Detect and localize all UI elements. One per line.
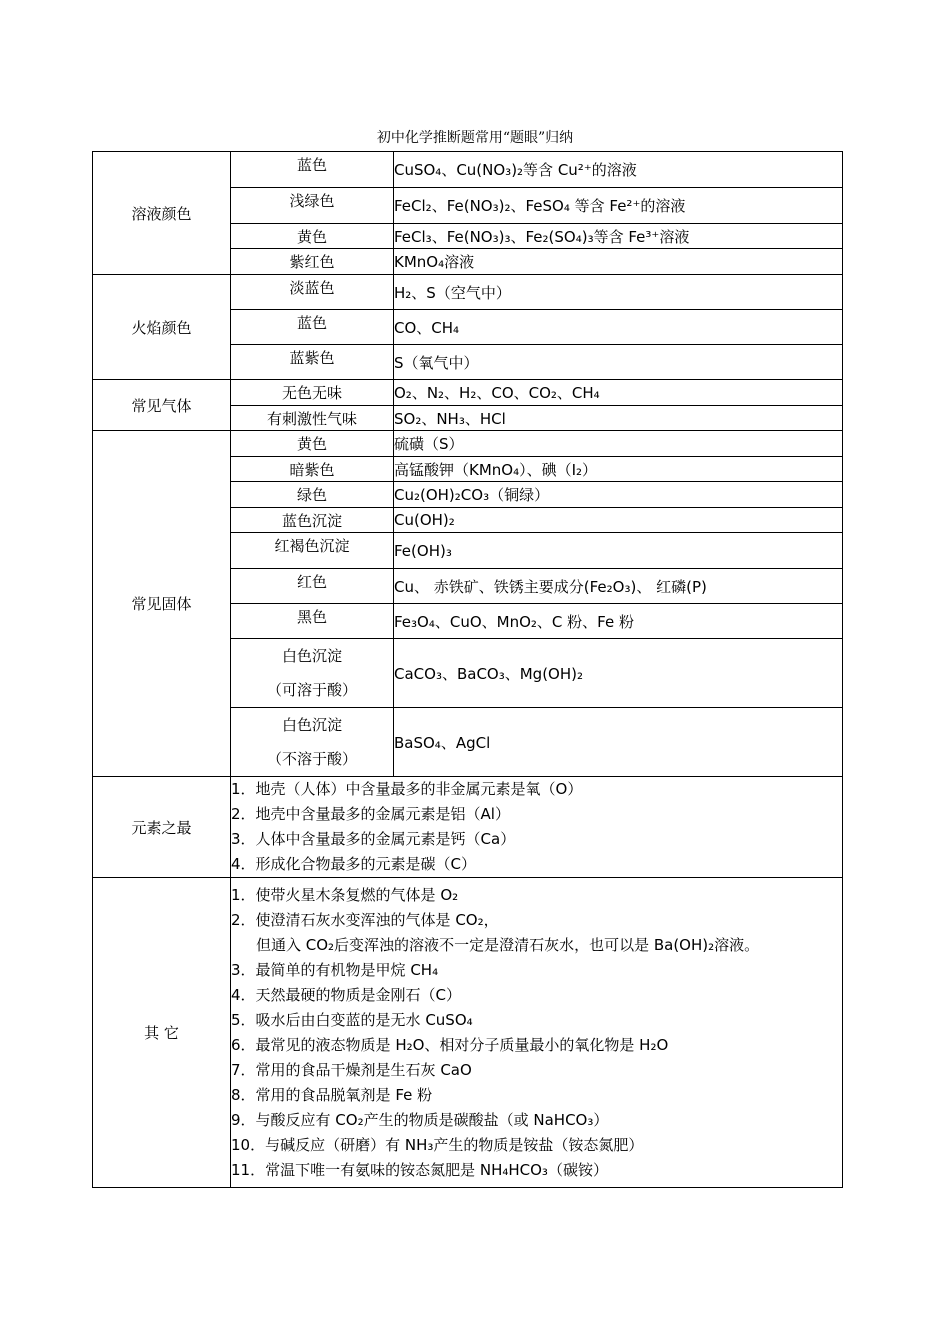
elements-most-list xyxy=(231,777,843,878)
value-cell: S（氧气中） xyxy=(394,345,843,380)
sub-label: 黄色 xyxy=(231,224,394,249)
value-cell: Fe(OH)₃ xyxy=(394,533,843,569)
sub-label: 蓝紫色 xyxy=(231,345,394,380)
sub-label: 无色无味 xyxy=(231,380,394,406)
list-item: 1．使带火星木条复燃的气体是 O₂ xyxy=(231,885,459,904)
sub-label: 淡蓝色 xyxy=(231,275,394,310)
category-common-gas: 常见气体 xyxy=(93,380,231,431)
value-cell: Cu(OH)₂ xyxy=(394,508,843,533)
document-title: 初中化学推断题常用“题眼”归纳 xyxy=(376,130,574,146)
list-item: 7．常用的食品干燥剂是生石灰 CaO xyxy=(231,1060,472,1079)
table-row xyxy=(93,878,843,1188)
table-row xyxy=(93,431,843,457)
list-item: 3．人体中含量最多的金属元素是钙（Ca） xyxy=(231,830,516,848)
sub-label: 黑色 xyxy=(231,604,394,639)
value-cell: KMnO₄溶液 xyxy=(394,249,843,275)
sub-label: 紫红色 xyxy=(231,249,394,275)
others-list xyxy=(231,878,843,1188)
list-item: 5．吸水后由白变蓝的是无水 CuSO₄ xyxy=(231,1010,473,1029)
value-cell: Cu、 赤铁矿、铁锈主要成分(Fe₂O₃)、 红磷(P) xyxy=(394,569,843,604)
table-row xyxy=(93,152,843,188)
sub-label: 白色沉淀 （可溶于酸） xyxy=(231,639,394,708)
list-item: 4．形成化合物最多的元素是碳（C） xyxy=(231,855,477,873)
table-row xyxy=(93,275,843,310)
category-flame-color: 火焰颜色 xyxy=(93,275,231,380)
list-item: 9．与酸反应有 CO₂产生的物质是碳酸盐（或 NaHCO₃） xyxy=(231,1110,609,1129)
value-cell: Fe₃O₄、CuO、MnO₂、C 粉、Fe 粉 xyxy=(394,604,843,639)
table-row xyxy=(93,777,843,878)
list-item: 1．地壳（人体）中含量最多的非金属元素是氧（O） xyxy=(231,780,583,798)
category-solution-color: 溶液颜色 xyxy=(93,152,231,275)
table-row xyxy=(93,380,843,406)
sub-label: 浅绿色 xyxy=(231,188,394,224)
sub-label: 红色 xyxy=(231,569,394,604)
category-elements-most: 元素之最 xyxy=(93,777,231,878)
category-others: 其 它 xyxy=(93,878,231,1188)
value-cell: 硫磺（S） xyxy=(394,431,843,457)
sub-label: 蓝色沉淀 xyxy=(231,508,394,533)
list-item: 3．最简单的有机物是甲烷 CH₄ xyxy=(231,960,439,979)
sub-label: 蓝色 xyxy=(231,310,394,345)
list-item: 11．常温下唯一有氨味的铵态氮肥是 NH₄HCO₃（碳铵） xyxy=(231,1160,608,1179)
value-cell: 高锰酸钾（KMnO₄）、碘（I₂） xyxy=(394,457,843,482)
value-cell: CuSO₄、Cu(NO₃)₂等含 Cu²⁺的溶液 xyxy=(394,152,843,188)
sub-label: 暗紫色 xyxy=(231,457,394,482)
value-cell: O₂、N₂、H₂、CO、CO₂、CH₄ xyxy=(394,380,843,406)
sub-label: 红褐色沉淀 xyxy=(231,533,394,569)
sub-label: 黄色 xyxy=(231,431,394,457)
summary-table xyxy=(92,151,843,1188)
value-cell: SO₂、NH₃、HCl xyxy=(394,406,843,431)
list-item: 2．使澄清石灰水变浑浊的气体是 CO₂， xyxy=(231,910,499,929)
value-cell: CO、CH₄ xyxy=(394,310,843,345)
sub-label: 白色沉淀 （不溶于酸） xyxy=(231,708,394,777)
value-cell: Cu₂(OH)₂CO₃（铜绿） xyxy=(394,482,843,508)
value-cell: H₂、S（空气中） xyxy=(394,275,843,310)
sub-label: 有刺激性气味 xyxy=(231,406,394,431)
value-cell: FeCl₂、Fe(NO₃)₂、FeSO₄ 等含 Fe²⁺的溶液 xyxy=(394,188,843,224)
list-item: 8．常用的食品脱氧剂是 Fe 粉 xyxy=(231,1085,433,1104)
value-cell: BaSO₄、AgCl xyxy=(394,708,843,777)
sub-label: 绿色 xyxy=(231,482,394,508)
value-cell: FeCl₃、Fe(NO₃)₃、Fe₂(SO₄)₃等含 Fe³⁺溶液 xyxy=(394,224,843,249)
list-item: 10．与碱反应（研磨）有 NH₃产生的物质是铵盐（铵态氮肥） xyxy=(231,1135,644,1154)
category-common-solid: 常见固体 xyxy=(93,431,231,777)
list-item: 6．最常见的液态物质是 H₂O、相对分子质量最小的氧化物是 H₂O xyxy=(231,1035,669,1054)
list-item: 2．地壳中含量最多的金属元素是铝（Al） xyxy=(231,805,510,823)
sub-label: 蓝色 xyxy=(231,152,394,188)
list-item: 4．天然最硬的物质是金刚石（C） xyxy=(231,985,462,1004)
value-cell: CaCO₃、BaCO₃、Mg(OH)₂ xyxy=(394,639,843,708)
list-item: 但通入 CO₂后变浑浊的溶液不一定是澄清石灰水，也可以是 Ba(OH)₂溶液。 xyxy=(256,935,760,954)
